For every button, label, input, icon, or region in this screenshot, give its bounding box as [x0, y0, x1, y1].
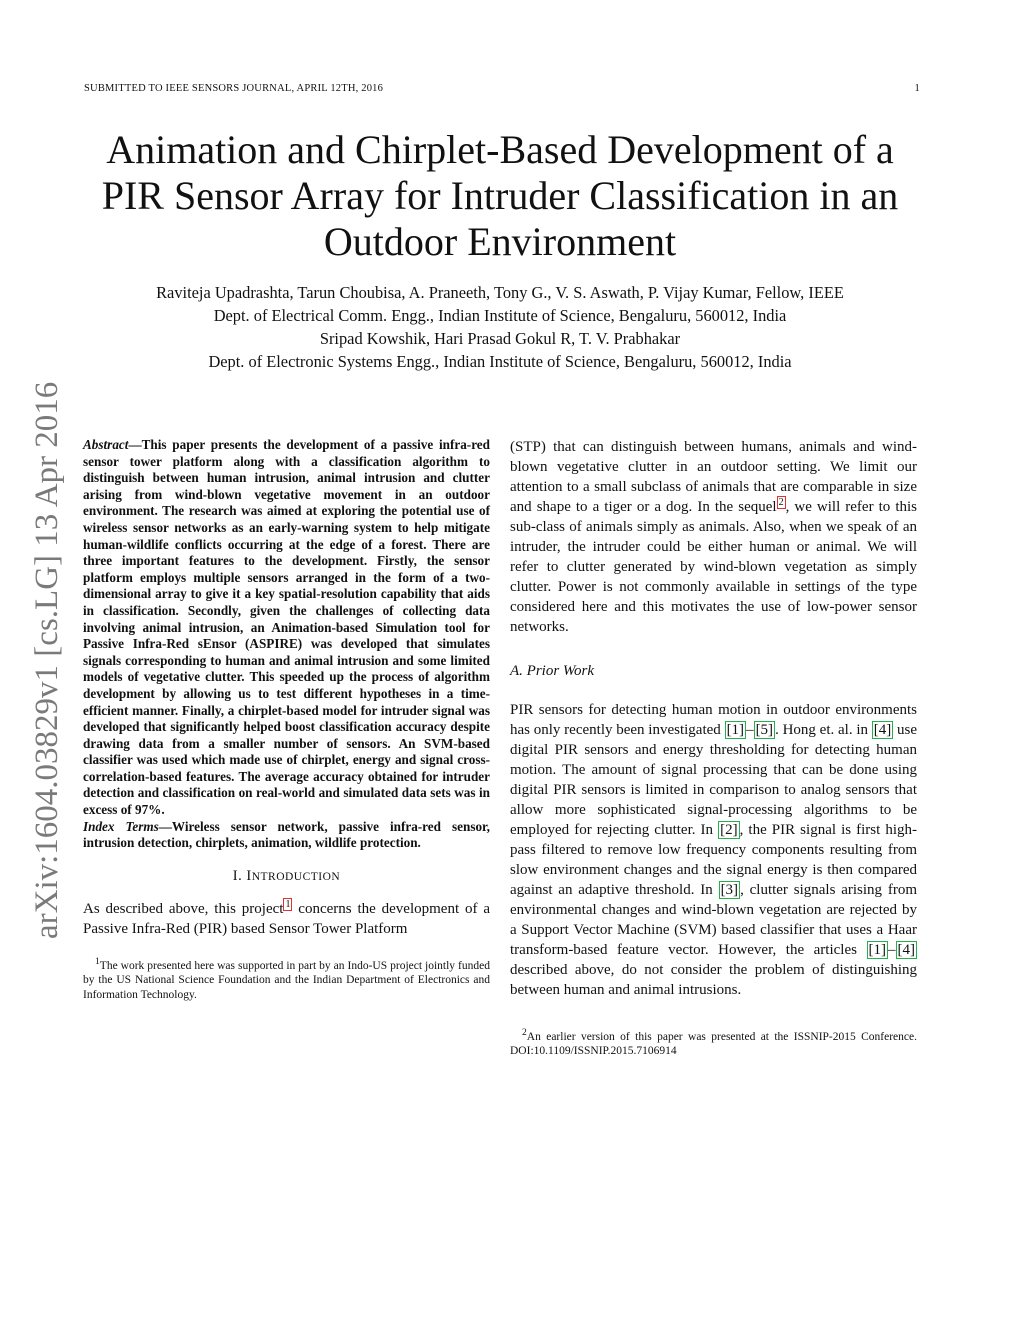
citation-link[interactable]: [2]	[720, 822, 738, 838]
left-column	[83, 437, 490, 1002]
index-terms-lead: Index Terms	[83, 818, 159, 834]
page-number: 1	[914, 83, 920, 94]
body-text: –	[746, 722, 754, 738]
right-column	[510, 437, 917, 1059]
footnote-2	[510, 1026, 917, 1059]
abstract-text: —This paper presents the development of a passive infra-red sensor tower platform along with a classification algorithm to distinguish between human intrusion, animal intrusion and clutter arising from wind-blown vegetative movement in an outdoor environment. The research was aimed at exploring the potential use of wireless sensor networks as an early-warning system to help mitigate human-wildlife conflicts occurring at the edge of a forest. There are three important features to the development. Firstly, the sensor platform employs multiple sensors arranged in the form of a two-dimensional array to give it a key spatial-resolution capability that aids in classification. Secondly, given the challenges of collecting data involving animal intrusion, an Animation-based Simulation tool for Passive Infra-Red sEnsor (ASPIRE) was developed that simulates signals corresponding to human and animal intrusion and some limited models of vegetative clutter. This speeded up the process of algorithm development by allowing us to test different hypotheses in a time-efficient manner. Finally, a chirplet-based model for intruder signal was developed that significantly helped boost classification accuracy despite drawing data from a smaller number of sensors. An SVM-based classifier was used which made use of chirplet, energy and signal cross-correlation-based features. The average accuracy obtained for intruder detection and classification on real-world and simulated data sets was in excess of 97%.	[83, 437, 490, 818]
abstract	[83, 437, 490, 819]
body-text: described above, do not consider the problem of distinguishing between human and animal intrusions.	[510, 962, 917, 998]
citation-link[interactable]: [1]	[868, 942, 886, 958]
body-paragraph	[510, 700, 917, 1000]
intro-text: concerns the development of a Passive Infra-Red (PIR) based Sensor Tower Platform	[83, 900, 490, 937]
body-text: , clutter signals arising from environmental changes and wind-blown vegetation are rejected by a Support Vector Machine (SVM) based classifier that uses a Haar transform-based feature vector. However, the articles	[510, 882, 917, 958]
author-line: Raviteja Upadrashta, Tarun Choubisa, A. Praneeth, Tony G., V. S. Aswath, P. Vijay Kumar, Fellow, IEEE	[156, 283, 844, 302]
journal-header: SUBMITTED TO IEEE SENSORS JOURNAL, APRIL 12TH, 2016	[84, 83, 384, 94]
citation-link[interactable]: [5]	[755, 722, 774, 738]
subsection-heading: A. Prior Work	[510, 663, 595, 679]
footnote-mark-link[interactable]: 1	[285, 898, 291, 910]
body-text: –	[888, 942, 896, 958]
affiliation-line: Dept. of Electrical Comm. Engg., Indian Institute of Science, Bengaluru, 560012, India	[213, 306, 787, 325]
index-terms	[83, 819, 490, 852]
citation-link[interactable]: [4]	[873, 722, 892, 738]
footnote-text: An earlier version of this paper was presented at the ISSNIP-2015 Conference. DOI:10.1109/ISSNIP.2015.7106914	[510, 1030, 917, 1058]
citation-link[interactable]: [4]	[897, 942, 915, 958]
title-line: Outdoor Environment	[323, 219, 677, 264]
section-numeral: I.	[232, 867, 247, 884]
intro-text: As described above, this project	[83, 900, 284, 917]
section-heading	[83, 868, 490, 885]
paper-title	[60, 127, 940, 265]
affiliation-line: Dept. of Electronic Systems Engg., Indian Institute of Science, Bengaluru, 560012, India	[208, 352, 792, 371]
body-text: PIR sensors for detecting human motion in outdoor environments has only recently been investigated	[510, 702, 917, 738]
body-text: (STP) that can distinguish between humans, animals and wind-blown vegetative clutter in an outdoor setting. We limit our attention to a small subclass of animals that are comparable in size and shape to a tiger or a dog. In the sequel	[510, 439, 917, 515]
title-line: PIR Sensor Array for Intruder Classification in an	[101, 173, 899, 218]
intro-paragraph	[83, 899, 490, 939]
arxiv-stamp: arXiv:1604.03829v1 [cs.LG] 13 Apr 2016	[29, 381, 65, 939]
body-text: , we will refer to this sub-class of animals simply as animals. Also, when we speak of an intruder, the intruder could be either human or animal. We will refer to clutter generated by wind-blown vegetation as simply clutter. Power is not commonly available in settings of the type considered here and this motivates the use of low-power sensor networks.	[510, 499, 917, 635]
citation-link[interactable]: [1]	[726, 722, 745, 738]
footnote-mark-link[interactable]: 2	[778, 497, 784, 508]
footnote-text: The work presented here was supported in part by an Indo-US project jointly funded by the US National Science Foundation and the Indian Department of Electronics and Information Technology.	[83, 959, 490, 1001]
title-line: Animation and Chirplet-Based Development of a	[106, 127, 894, 172]
section-title-rest: NTRODUCTION	[251, 870, 341, 883]
author-block	[60, 281, 940, 373]
author-line: Sripad Kowshik, Hari Prasad Gokul R, T. V. Prabhakar	[319, 329, 681, 348]
body-text: use digital PIR sensors and energy thresholding for detecting human motion. The amount of signal processing that can be done using digital PIR sensors is limited in comparison to analog sensors that allow more sophisticated signal-processing algorithms to be employed for rejecting clutter. In	[510, 722, 918, 838]
running-header	[84, 83, 920, 99]
footnote-1	[83, 955, 490, 1002]
body-text: . Hong et. al. in	[775, 722, 872, 738]
footnote-mark: 2	[522, 1027, 527, 1038]
footnote-mark: 1	[95, 955, 100, 967]
body-paragraph	[510, 437, 917, 637]
abstract-lead: Abstract	[83, 437, 129, 452]
section-cap: I	[246, 867, 252, 884]
body-text: , the PIR signal is first high-pass filtered to remove low frequency components resulting from slow environment changes and the signal energy is then compared against an adaptive threshold. In	[510, 822, 918, 898]
index-terms-text: —Wireless sensor network, passive infra-red sensor, intrusion detection, chirplets, animation, wildlife protection.	[83, 818, 490, 851]
citation-link[interactable]: [3]	[720, 882, 739, 898]
